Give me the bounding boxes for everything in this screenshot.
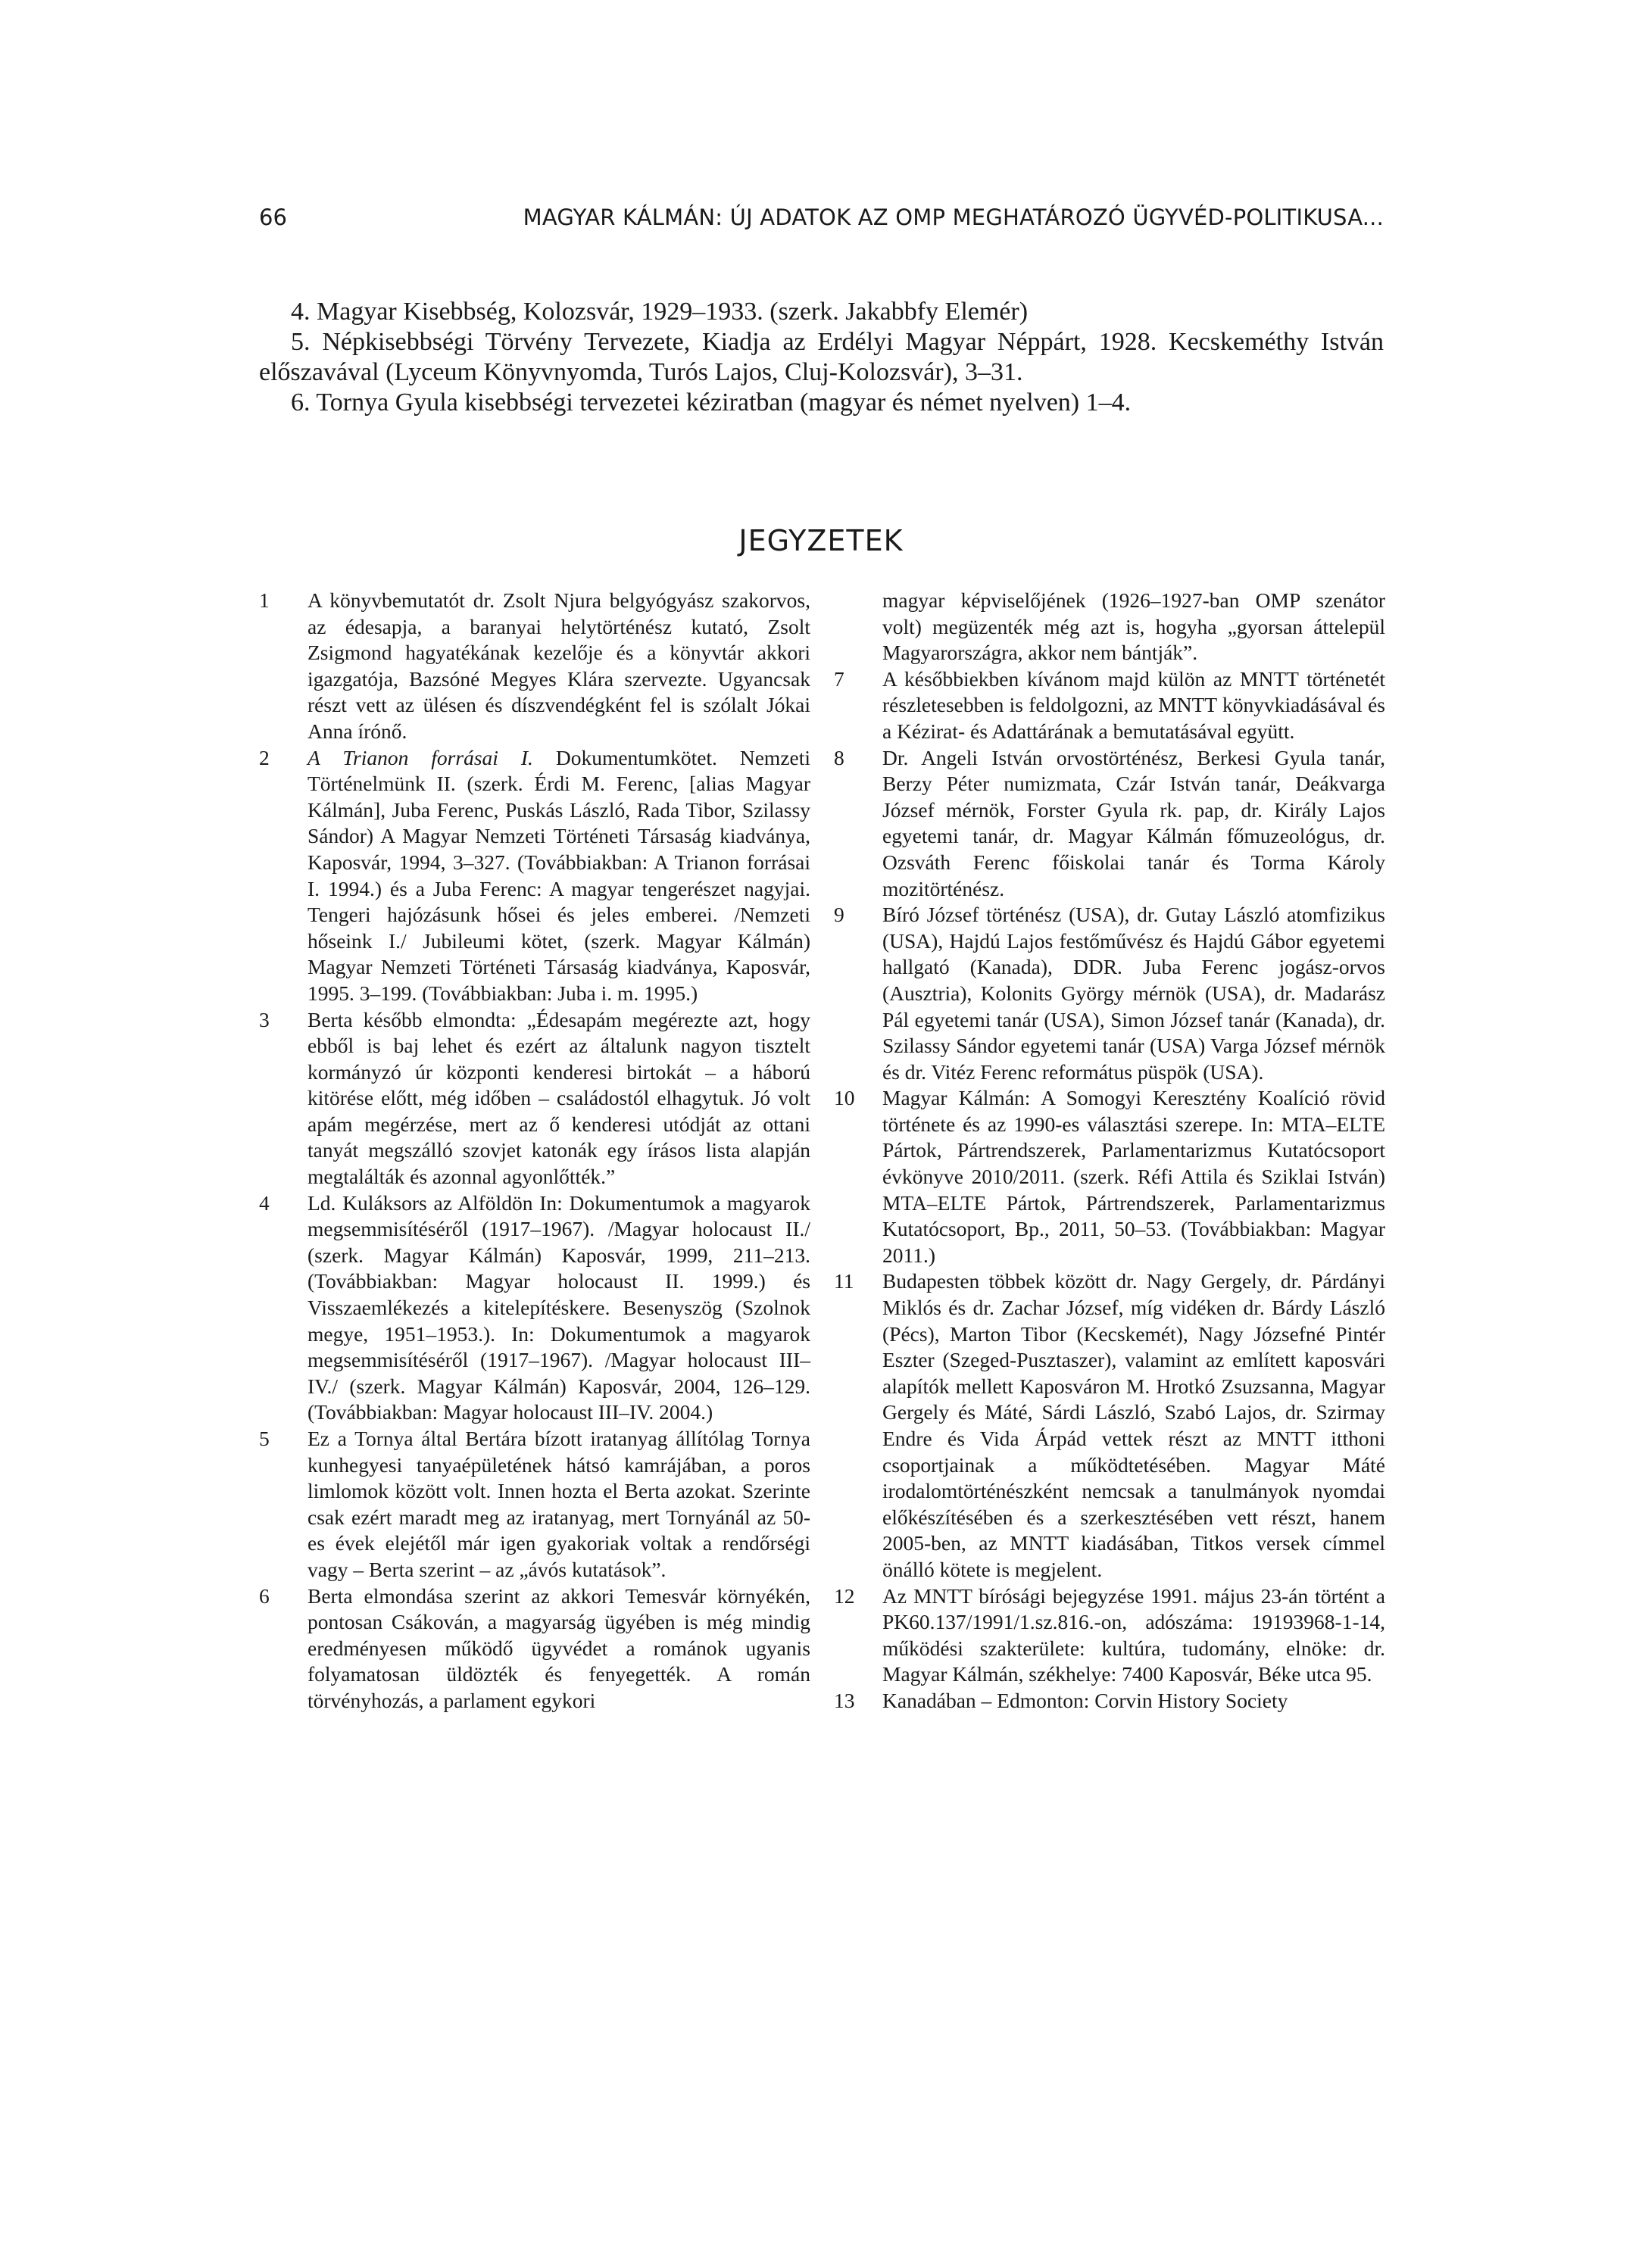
notes-column-left xyxy=(259,588,810,1714)
footnote-italic-lead: A Trianon forrásai I. xyxy=(307,745,533,769)
footnote-number: 13 xyxy=(834,1688,855,1712)
footnote-text: Ld. Kuláksors az Alföldön In: Dokumentumok a magyarok megsemmisítéséről (1917–1967). /Magyar holocaust II./ (szerk. Magyar Kálmán) Kaposvár, 1999, 211–213. (Továbbiakban: Magyar holocaust II. 1999.) és Visszaemlékezés a kitelepítéskere. Besenyszög (Szolnok megye, 1951–1953.). In: Dokumentumok a magyarok megsemmisítéséről (1917–1967). /Magyar holocaust III–IV./ (szerk. Magyar Kálmán) Kaposvár, 2004, 126–129. (Továbbiakban: Magyar holocaust III–IV. 2004.) xyxy=(307,1190,810,1424)
footnote-number: 11 xyxy=(834,1269,854,1293)
running-title: MAGYAR KÁLMÁN: ÚJ ADATOK AZ OMP MEGHATÁROZÓ ÜGYVÉD-POLITIKUSA... xyxy=(523,204,1384,230)
footnote-number: 9 xyxy=(834,903,844,927)
page-number: 66 xyxy=(259,204,287,230)
footnote-number: 4 xyxy=(259,1190,270,1215)
footnote xyxy=(259,745,810,1007)
list-item: 6. Tornya Gyula kisebbségi tervezetei kéziratban (magyar és német nyelven) 1–4. xyxy=(291,388,1132,416)
footnote xyxy=(259,1583,810,1714)
footnote-number: 2 xyxy=(259,745,270,769)
footnote xyxy=(834,1688,1385,1714)
footnote xyxy=(259,1426,810,1583)
footnote xyxy=(259,1190,810,1426)
footnote-text: Budapesten többek között dr. Nagy Gergely, dr. Párdányi Miklós és dr. Zachar József, míg vidéken dr. Bárdy László (Pécs), Marton Tibor (Kecskemét), Nagy Józsefné Pintér Eszter (Szeged-Pusztaszer), valamint az említett kaposvári alapítók mellett Kaposváron M. Hrotkó Zsuzsanna, Magyar Gergely és Máté, Sárdi László, Szabó Lajos, dr. Szirmay Endre és Vida Árpád vettek részt az MNTT itthoni csoportjainak a működtetésében. Magyar Máté irodalomtörténészként nemcsak a tanulmányok nyomdai előkészítésében és a szerkesztésében vett részt, hanem 2005-ben, az MNTT kiadásában, Titkos versek címmel önálló kötete is megjelent. xyxy=(882,1269,1385,1581)
footnote-number: 8 xyxy=(834,745,844,769)
footnote-text: A könyvbemutatót dr. Zsolt Njura belgyógyász szakorvos, az édesapja, a baranyai helytörténész kutató, Zsolt Zsigmond hagyatékának kezelője és a könyvtár akkori igazgatója, Bazsóné Megyes Klára szervezte. Ugyancsak részt vett az ülésen és díszvendégként fel is szólalt Jókai Anna írónő. xyxy=(307,588,810,743)
footnote-number: 3 xyxy=(259,1007,270,1031)
list-item: 4. Magyar Kisebbség, Kolozsvár, 1929–1933. (szerk. Jakabbfy Elemér) xyxy=(291,298,1029,326)
footnote-text: magyar képviselőjének (1926–1927-ban OMP szenátor volt) megüzenték még azt is, hogyha „gyorsan áttelepül Magyarországra, akkor nem bántják”. xyxy=(882,588,1385,665)
footnote xyxy=(834,1085,1385,1268)
footnote xyxy=(834,666,1385,745)
list-item: 5. Népkisebbségi Törvény Tervezete, Kiadja az Erdélyi Magyar Néppárt, 1928. Kecskeméthy István előszavával (Lyceum Könyvnyomda, Turós Lajos, Cluj-Kolozsvár), 3–31. xyxy=(259,328,1384,386)
footnote-text: Berta később elmondta: „Édesapám megérezte azt, hogy ebből is baj lehet és ezért az általunk nagyon tisztelt kormányzó úr központi kenderesi birtokát – a háború kitörése előtt, még időben – családostól elhagytuk. Jó volt apám megérzése, mert az ő kenderesi utódját az ottani tanyát megszálló szovjet katonák egy írásos lista alapján megtalálták és azonnal agyonlőtték.” xyxy=(307,1007,810,1189)
notes-heading: JEGYZETEK xyxy=(738,524,904,557)
footnote-text: Bíró József történész (USA), dr. Gutay László atomfizikus (USA), Hajdú Lajos festőművész és Hajdú Gábor egyetemi hallgató (Kanada), DDR. Juba Ferenc jogász-orvos (Ausztria), Kolonits György mérnök (USA), dr. Madarász Pál egyetemi tanár (USA), Simon József tanár (Kanada), dr. Szilassy Sándor egyetemi tanár (USA) Varga József mérnök és dr. Vitéz Ferenc református püspök (USA). xyxy=(882,903,1385,1084)
footnote xyxy=(834,1268,1385,1583)
footnote-text: Ez a Tornya által Bertára bízott iratanyag állítólag Tornya kunhegyesi tanyaépületének hátsó kamrájában, a poros limlomok között volt. Innen hozta el Berta azokat. Szerinte csak ezért maradt meg az iratanyag, mert Tornyánál az 50-es évek elejétől már igen gyakoriak voltak a rendőrségi vagy – Berta szerint – az „ávós kutatások”. xyxy=(307,1427,810,1581)
source-list xyxy=(259,297,1384,418)
footnote-text: Magyar Kálmán: A Somogyi Keresztény Koalíció rövid története és az 1990-es választási szerepe. In: MTA–ELTE Pártok, Pártrendszerek, Parlamentarizmus Kutatócsoport évkönyve 2010/2011. (szerk. Réfi Attila és Sziklai István) MTA–ELTE Pártok, Pártrendszerek, Parlamentarizmus Kutatócsoport, Bp., 2011, 50–53. (Továbbiakban: Magyar 2011.) xyxy=(882,1086,1385,1267)
footnote xyxy=(259,1007,810,1190)
footnote-text: Az MNTT bírósági bejegyzése 1991. május 23-án történt a PK60.137/1991/1.sz.816.-on, adószáma: 19193968-1-14, működési szakterülete: kultúra, tudomány, elnöke: dr. Magyar Kálmán, székhelye: 7400 Kaposvár, Béke utca 95. xyxy=(882,1583,1385,1686)
footnote-continuation xyxy=(834,588,1385,666)
footnote-number: 6 xyxy=(259,1583,270,1608)
footnote xyxy=(834,902,1385,1085)
footnote-text: Berta elmondása szerint az akkori Temesvár környékén, pontosan Csákován, a magyarság ügyében is még mindig eredményesen működő ügyvédet a románok ugyanis folyamatosan üldözték és fenyegették. A román törvényhozás, a parlament egykori xyxy=(307,1583,810,1712)
notes-column-right xyxy=(834,588,1385,1714)
footnote-text: Kanadában – Edmonton: Corvin History Society xyxy=(882,1688,1288,1712)
footnote-number: 1 xyxy=(259,588,270,612)
footnote-number: 5 xyxy=(259,1427,270,1450)
footnote xyxy=(834,1583,1385,1688)
footnote xyxy=(259,588,810,745)
footnote-number: 12 xyxy=(834,1583,855,1608)
footnote-number: 7 xyxy=(834,666,844,691)
footnote-text: A későbbiekben kívánom majd külön az MNTT történetét részletesebben is feldolgozni, az MNTT könyvkiadásával és a Kézirat- és Adattárának a bemutatásával együtt. xyxy=(882,666,1385,743)
footnote-number: 10 xyxy=(834,1086,855,1110)
footnote xyxy=(834,745,1385,903)
footnote-text: Dokumentumkötet. Nemzeti Történelmünk II. (szerk. Érdi M. Ferenc, [alias Magyar Kálmán], Juba Ferenc, Puskás László, Rada Tibor, Szilassy Sándor) A Magyar Nemzeti Történeti Társaság kiadványa, Kaposvár, 1994, 3–327. (Továbbiakban: A Trianon forrásai I. 1994.) és a Juba Ferenc: A magyar tengerészet nagyjai. Tengeri hajózásunk hősei és jeles emberei. /Nemzeti hőseink I./ Jubileumi kötet, (szerk. Magyar Kálmán) Magyar Nemzeti Történeti Társaság kiadványa, Kaposvár, 1995. 3–199. (Továbbiakban: Juba i. m. 1995.) xyxy=(307,745,811,1005)
footnote-text: Dr. Angeli István orvostörténész, Berkesi Gyula tanár, Berzy Péter numizmata, Czár István tanár, Deákvarga József mérnök, Forster Gyula rk. pap, dr. Király Lajos egyetemi tanár, dr. Magyar Kálmán főmuzeológus, dr. Ozsváth Ferenc főiskolai tanár és Torma Károly mozitörténész. xyxy=(882,745,1385,900)
